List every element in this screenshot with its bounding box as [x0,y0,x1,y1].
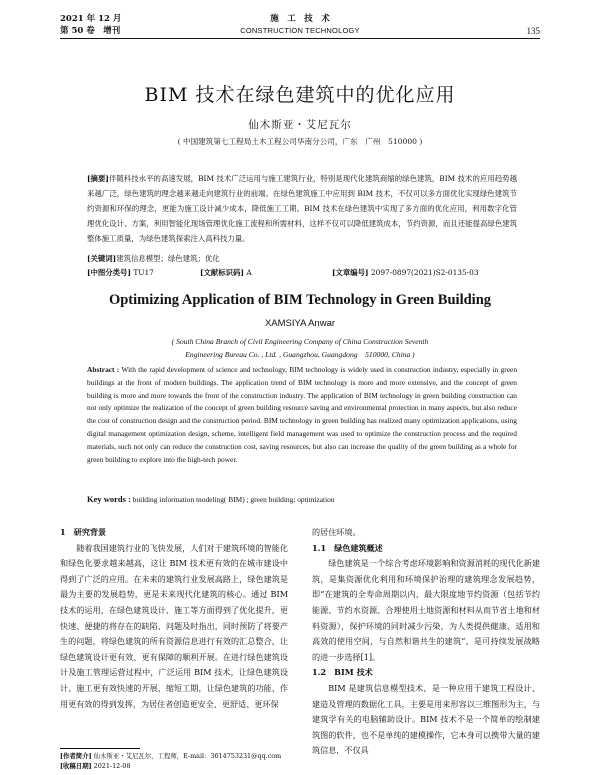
footnote-received [60,761,290,771]
footnote-author-text: 仙木斯亚・艾尼瓦尔，工程师，E-mail：3614753231@qq.com [93,752,282,760]
doc-code-label: [文献标识码] [200,268,244,277]
abstract-en [87,364,517,466]
footnote-author [60,751,290,761]
footnote-received-label: [收稿日期] [60,762,92,770]
affiliation-en [0,335,600,361]
affiliation-cn: ( 中国建筑第七工程局土木工程公司华南分公司，广东 广州 510000 ) [177,137,423,146]
article-title-cn: BIM 技术在绿色建筑中的优化应用 [144,84,456,106]
affiliation-en-line1: ( South China Branch of Civil Engineering Company of China Construction Seventh [171,337,429,346]
subsection-heading: 1.1 绿色建筑概述 [312,542,383,553]
issue-volume: 第 50 卷 增刊 [60,26,121,36]
abstract-en-label: Abstract : [87,365,120,374]
body-column-right [312,525,540,759]
abstract-cn [87,171,517,246]
article-title-en: Optimizing Application of BIM Technology in Green Building [108,292,492,308]
journal-name-cn: 施 工 技 术 [270,14,330,24]
clc-value: TU17 [133,268,154,277]
keywords-cn-text: 建筑信息模型；绿色建筑；优化 [116,254,220,263]
footnote-received-text: 2021-12-08 [93,762,131,770]
doc-code-field [200,267,252,279]
body-paragraph: BIM 是建筑信息模型技术，是一种应用于建筑工程设计、建造及管理的数据化工具，主要是用来形容以三维图形为主，与建筑学有关的电脑辅助设计。BIM 技术不是一个简单的绘制建筑图的软件，也不是单纯的建模操作，它本身可以携带大量的建筑信息，不仅具 [312,682,540,756]
keywords-cn [87,253,517,265]
footnote-rule [60,748,140,749]
body-paragraph-continuation: 的居住环境。 [312,527,361,537]
keywords-cn-label: [关键词] [87,254,117,263]
doc-code-value: A [246,268,252,277]
abstract-en-text: With the rapid development of science and technology, BIM technology is widely used in construction industry, especially in green buildings at the front of modern buildings. The application trend of BIM technology is more and more extensive, and the concept of green building is more and more towards the front of the construction industry. The application of BIM technology in green building construction can not only optimize the realization of the concept of green building resource saving and environmental protection in many aspects, but also reduce the cost of construction design and the construction period. BIM technology in green building has realized many optimization applications, using digital management optimization design, scheme, intelligent field management was used to optimize the construction process and the required materials, such not only can reduce the construction cost, saving resources, but also can increase the quality of the green building as a whole for green building to explore into the high-tech power. [87,365,518,464]
clc-label: [中图分类号] [87,268,131,277]
author-name-cn: 仙木斯亚・艾尼瓦尔 [248,119,352,131]
abstract-cn-text: 伴随科技水平的高速发展，BIM 技术广泛运用与施工建筑行业，特别是现代化建筑商缩的绿色建筑，BIM 技术的应用趋势越来越广泛，绿色建筑的理念越来越走向建筑行业的前端。在绿色建筑施工中应用到 BIM 技术，不仅可以多方面优化实现绿色建筑节约资源和环保的理念，更能为施工设计减少成本，降低施工工期。BIM 技术在绿色建筑中实现了多方面的优化应用，利用数字化管理优化设计、方案，利用智能化现场管理优化施工流程和所需材料，这样不仅可以降低建筑成本，节约资源，而且还能提高绿色建筑整体施工质量，为绿色建筑探索注入高科技力量。 [87,174,518,243]
article-number-value: 2097-0897(2021)S2-0135-03 [370,268,479,277]
keywords-en-text: building information modeling( BIM) ; green building; optimization [132,495,335,504]
keywords-en-label: Key words : [87,494,131,504]
abstract-cn-label: [摘要] [87,174,109,183]
journal-name [0,13,600,37]
body-paragraph: 随着我国建筑行业的飞快发展，人们对于建筑环境的智能化和绿色化要求越来越高，这让 BIM 技术更有效的在城市建设中得到了广泛的应用。在未来的建筑行业发展高路上，绿色建筑是最为主要的发展趋势，更是未来现代化建筑的核心。通过 BIM 技术的运用，在绿色建筑设计、施工等方面得到了优化提升，更快速、便捷的将存在的缺陷、问题及时指出，同时预防了将要产生的问题，将绿色建筑的所有资源信息进行有效的汇总整合，让绿色建筑设计更有效、更有保障的顺利开展。在进行绿色建筑设计及施工管理运营过程中，广泛运用 BIM 技术，让绿色建筑设计、施工更有效快速的开展，缩短工期，让绿色建筑的功能、作用更有效的得到发挥，为居住者创造更安全、更舒适、更环保 [60,542,288,709]
subsection-heading: 1.2 BIM 技术 [312,667,373,678]
affiliation-en-line2: Engineering Bureau Co. , Ltd. , Guangzhou, Guangdong 510000, China ) [185,350,415,359]
article-number-label: [文章编号] [332,268,369,277]
header-rule [60,38,540,39]
keywords-en [87,493,517,506]
clc-field [87,268,154,277]
body-paragraph: 绿色建筑是一个综合考虑环境影响和资源消耗的现代化新建筑，是集资源优化利用和环境保护治理的建筑理念发展趋势，即“在建筑的全寿命周期以内，最大限度地节约资源（包括节约能源、节约水资源、合理使用土地资源和材料从而节省土地和材料资源），保护环境的同时减少污染，为人类提供健康、适用和高效的使用空间，与自然和谐共生的建筑”，是可持续发展战略的进一步选择[1]。 [312,558,540,662]
journal-name-en: CONSTRUCTION TECHNOLOGY [240,26,360,35]
author-name-en: XAMSIYA Anwar [264,318,336,329]
article-number-field [332,267,479,279]
footnote [60,751,290,771]
footnote-author-label: [作者简介] [60,752,92,760]
page-number: 135 [526,26,540,36]
classification-row [87,267,517,279]
section-heading: 1 研究背景 [60,527,107,537]
issue-date: 2021 年 12 月 [60,14,122,24]
body-column-left [60,525,288,712]
